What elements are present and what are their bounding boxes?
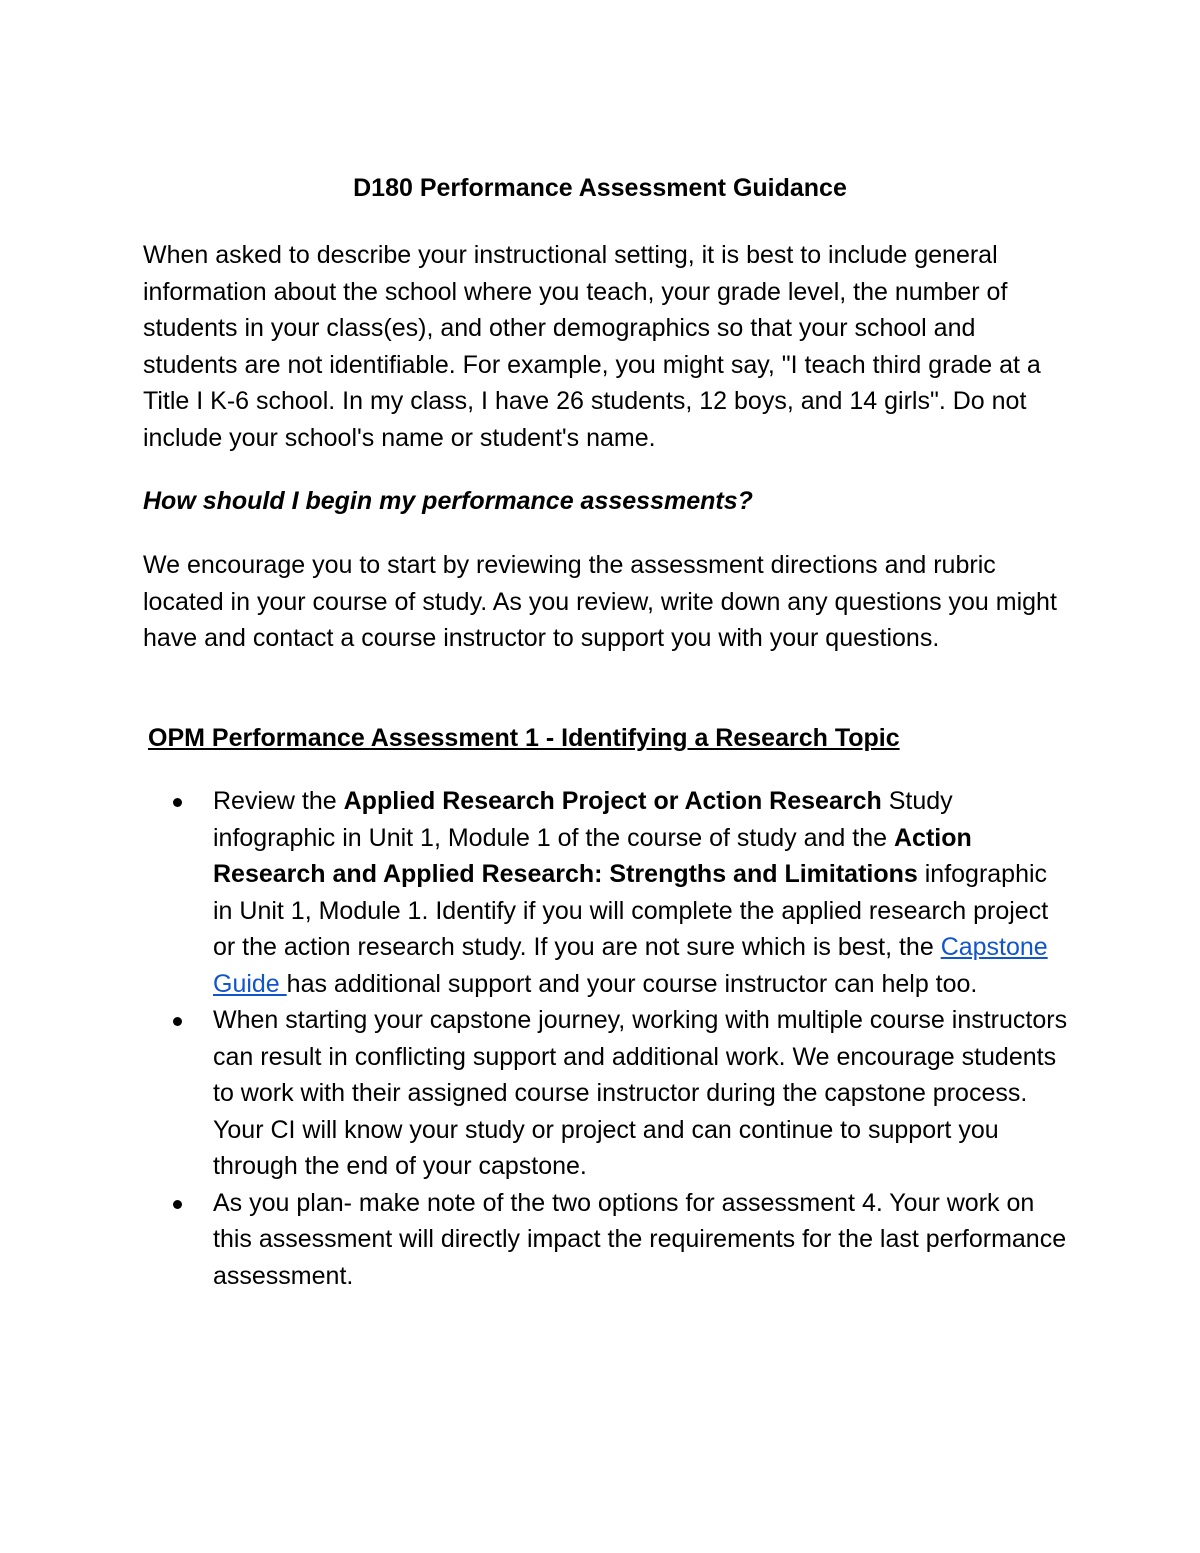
bullet-icon [173,798,182,807]
capstone-guide-link[interactable]: Capstone Guide [213,933,1048,998]
bullet-text: Review the [213,787,344,815]
begin-paragraph: We encourage you to start by reviewing the assessment directions and rubric located in your course of study. As you review, write down any questions you might have and contact a course instructor to support you with your questions. [143,551,1057,652]
bullet-icon [173,1200,182,1209]
bullet-list [143,783,1073,1294]
list-item [143,1002,1073,1185]
bullet-text: As you plan- make note of the two options for assessment 4. Your work on this assessment will directly impact the requirements for the last performance assessment. [213,1188,1067,1290]
section-heading: OPM Performance Assessment 1 - Identifying a Research Topic [148,724,900,752]
bullet-text: When starting your capstone journey, working with multiple course instructors can result in conflicting support and additional work. We encourage students to work with their assigned course instructor during the capstone process. Your CI will know your study or project and can continue to support you through the end of your capstone. [213,1006,1068,1180]
list-item [143,783,1073,1002]
bullet-icon [173,1017,182,1026]
bold-term: Applied Research Project or Action Research [343,787,882,815]
bullet-text: Study infographic in Unit 1, Module 1 of the course of study and the [213,787,953,852]
list-item [143,1185,1073,1295]
bullet-text: infographic in Unit 1, Module 1. Identify if you will complete the applied research project or the action research study. If you are not sure which is best, the [213,860,1049,961]
bullet-text: has additional support and your course instructor can help too. [286,969,978,998]
intro-paragraph: When asked to describe your instructional setting, it is best to include general information about the school where you teach, your grade level, the number of students in your class(es), and other demographics so that your school and students are not identifiable. For example, you might say, "I teach third grade at a Title I K-6 school. In my class, I have 26 students, 12 boys, and 14 girls". Do not include your school's name or student's name. [143,241,1041,452]
bold-term: Action Research and Applied Research: Strengths and Limitations [213,823,972,888]
question-heading: How should I begin my performance assessments? [143,487,753,515]
document-title: D180 Performance Assessment Guidance [353,174,847,202]
